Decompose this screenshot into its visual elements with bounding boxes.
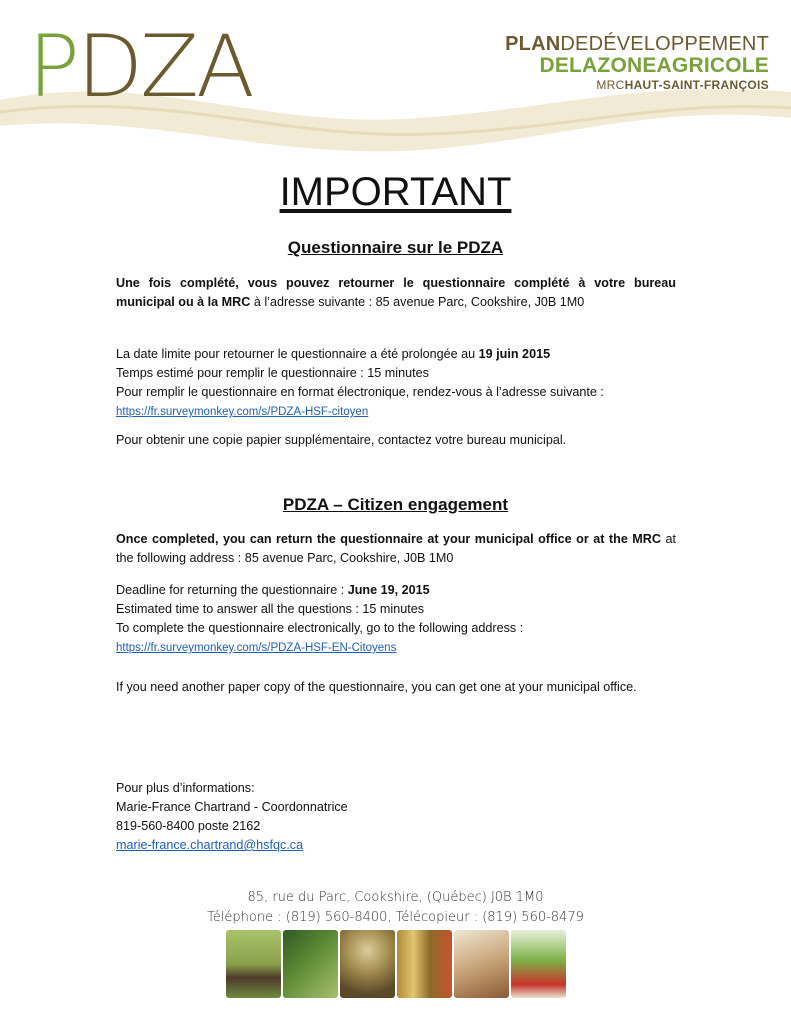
english-copy-note: If you need another paper copy of the questionnaire, you can get one at your municipal office. (116, 680, 637, 694)
french-copy-note: Pour obtenir une copie papier supplémentaire, contactez votre bureau municipal. (116, 433, 567, 447)
english-return-instructions: Once completed, you can return the questionnaire at your municipal office or at the MRC at the following address : 85 avenue Parc, Cookshire, J0B 1M0 (116, 532, 676, 565)
french-survey-link[interactable]: https://fr.surveymonkey.com/s/PDZA-HSF-citoyen (116, 406, 369, 418)
french-electronic: Pour remplir le questionnaire en format électronique, rendez-vous à l’adresse suivante : (116, 385, 604, 399)
french-details (116, 345, 676, 422)
footer-phones: Téléphone : (819) 560-8400, Télécopieur : (819) 560-8479 (207, 910, 584, 925)
page-title: IMPORTANT (279, 170, 512, 214)
cooking-image (454, 930, 509, 998)
tree-image (340, 930, 395, 998)
plan-line-1: PLANDEDÉVELOPPEMENT (505, 33, 769, 55)
english-time: Estimated time to answer all the questions : 15 minutes (116, 602, 424, 616)
footer-image-strip (226, 930, 566, 998)
produce-image (511, 930, 566, 998)
crops-image (397, 930, 452, 998)
french-deadline: La date limite pour retourner le questionnaire a été prolongée au 19 juin 2015 (116, 347, 551, 361)
plan-line-2: DELAZONEAGRICOLE (539, 54, 769, 77)
french-time: Temps estimé pour remplir le questionnaire : 15 minutes (116, 366, 429, 380)
page-header (0, 0, 791, 160)
contact-intro: Pour plus d’informations: (116, 781, 255, 795)
footer-street: 85, rue du Parc, Cookshire, (Québec) J0B 1M0 (247, 890, 544, 905)
pdza-logo: PDZA (28, 17, 252, 117)
contact-phone: 819-560-8400 poste 2162 (116, 819, 261, 833)
forest-image (283, 930, 338, 998)
english-survey-link[interactable]: https://fr.surveymonkey.com/s/PDZA-HSF-EN-Citoyens (116, 642, 397, 654)
english-electronic: To complete the questionnaire electronically, go to the following address : (116, 621, 524, 635)
english-details (116, 581, 676, 658)
french-heading: Questionnaire sur le PDZA (287, 238, 504, 257)
english-heading: PDZA – Citizen engagement (282, 495, 509, 514)
plan-line-3: MRCHAUT-SAINT-FRANÇOIS (596, 78, 769, 93)
french-return-instructions: Une fois complété, vous pouvez retourner le questionnaire complété à votre bureau municipal ou à la MRC à l’adresse suivante : 85 avenue Parc, Cookshire, J0B 1M0 (116, 276, 676, 309)
contact-email-link[interactable]: marie-france.chartrand@hsfqc.ca (116, 838, 304, 852)
plan-title-block (505, 34, 769, 92)
cattle-image (226, 930, 281, 998)
contact-block (116, 779, 348, 855)
contact-name: Marie-France Chartrand - Coordonnatrice (116, 800, 348, 814)
english-deadline: Deadline for returning the questionnaire : June 19, 2015 (116, 583, 430, 597)
footer-address (0, 888, 791, 928)
